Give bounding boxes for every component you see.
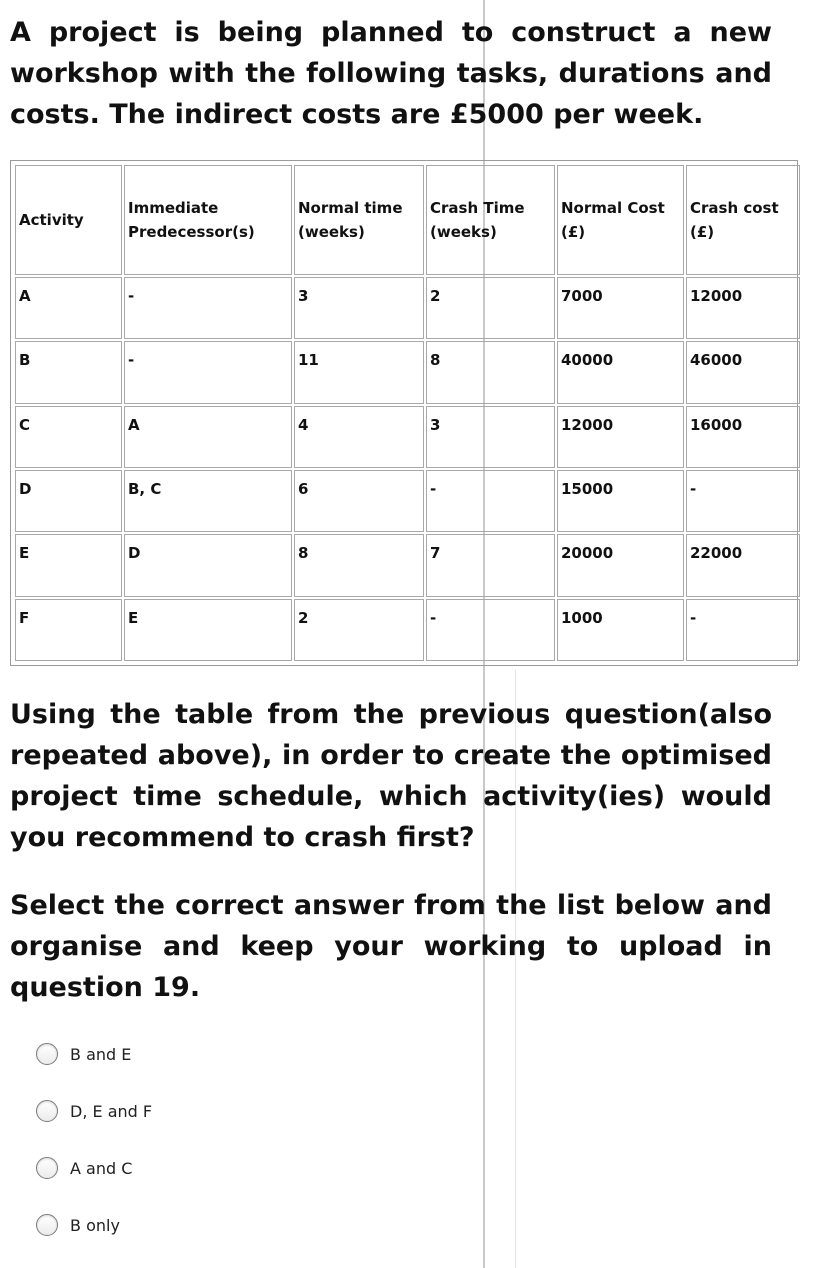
option-label: D, E and F [70, 1101, 153, 1121]
table-cell: 6 [294, 470, 424, 532]
table-cell: A [124, 406, 292, 468]
table-cell: 4 [294, 406, 424, 468]
option-label: B only [70, 1215, 120, 1235]
table-row [15, 277, 800, 339]
option-b-only[interactable] [36, 1207, 152, 1243]
table-cell: - [686, 599, 800, 661]
table-cell: 12000 [557, 406, 684, 468]
table-cell: - [686, 470, 800, 532]
table-cell: 20000 [557, 534, 684, 596]
intro-text: A project is being planned to construct a new workshop with the following tasks, durations and costs. The indirect costs are £5000 per week. [10, 17, 772, 130]
option-b-and-e[interactable] [36, 1036, 152, 1072]
answer-options [36, 1036, 152, 1264]
radio-button[interactable] [36, 1214, 58, 1236]
table-cell: 40000 [557, 341, 684, 403]
table-cell: 46000 [686, 341, 800, 403]
table-cell: B [15, 341, 122, 403]
table-cell: 3 [294, 277, 424, 339]
table-cell: C [15, 406, 122, 468]
question-text: Using the table from the previous question(also repeated above), in order to create the optimised project time schedule, which activity(ies) would you recommend to crash first? [10, 699, 772, 853]
option-label: A and C [70, 1158, 133, 1178]
radio-button[interactable] [36, 1100, 58, 1122]
table-row [15, 534, 800, 596]
header-predecessors: Immediate Predecessor(s) [124, 165, 292, 275]
table-cell: D [124, 534, 292, 596]
table-cell: 1000 [557, 599, 684, 661]
table-cell: F [15, 599, 122, 661]
header-normal-cost: Normal Cost (£) [557, 165, 684, 275]
table-cell: 3 [426, 406, 555, 468]
table-cell: A [15, 277, 122, 339]
table-cell: 8 [294, 534, 424, 596]
table-cell: E [15, 534, 122, 596]
table-cell: 22000 [686, 534, 800, 596]
table-row [15, 406, 800, 468]
table-cell: 7000 [557, 277, 684, 339]
table-header-row [15, 165, 800, 275]
table-cell: 2 [294, 599, 424, 661]
option-label: B and E [70, 1044, 132, 1064]
table-cell: 15000 [557, 470, 684, 532]
header-normal-time: Normal time (weeks) [294, 165, 424, 275]
instruction-text: Select the correct answer from the list below and organise and keep your working to upload in question 19. [10, 890, 772, 1003]
table-row [15, 599, 800, 661]
table-cell: 8 [426, 341, 555, 403]
table-cell: - [124, 341, 292, 403]
radio-button[interactable] [36, 1043, 58, 1065]
table-cell: 11 [294, 341, 424, 403]
option-d-e-and-f[interactable] [36, 1093, 152, 1129]
table-cell: E [124, 599, 292, 661]
table-cell: B, C [124, 470, 292, 532]
table-cell: 7 [426, 534, 555, 596]
activity-table [10, 160, 798, 666]
table-cell: 16000 [686, 406, 800, 468]
table-cell: 12000 [686, 277, 800, 339]
header-crash-time: Crash Time (weeks) [426, 165, 555, 275]
table-cell: - [426, 599, 555, 661]
radio-button[interactable] [36, 1157, 58, 1179]
table-cell: D [15, 470, 122, 532]
table-cell: 2 [426, 277, 555, 339]
header-activity: Activity [15, 165, 122, 275]
table-cell: - [124, 277, 292, 339]
table-row [15, 341, 800, 403]
table-row [15, 470, 800, 532]
option-a-and-c[interactable] [36, 1150, 152, 1186]
header-crash-cost: Crash cost (£) [686, 165, 800, 275]
table-cell: - [426, 470, 555, 532]
